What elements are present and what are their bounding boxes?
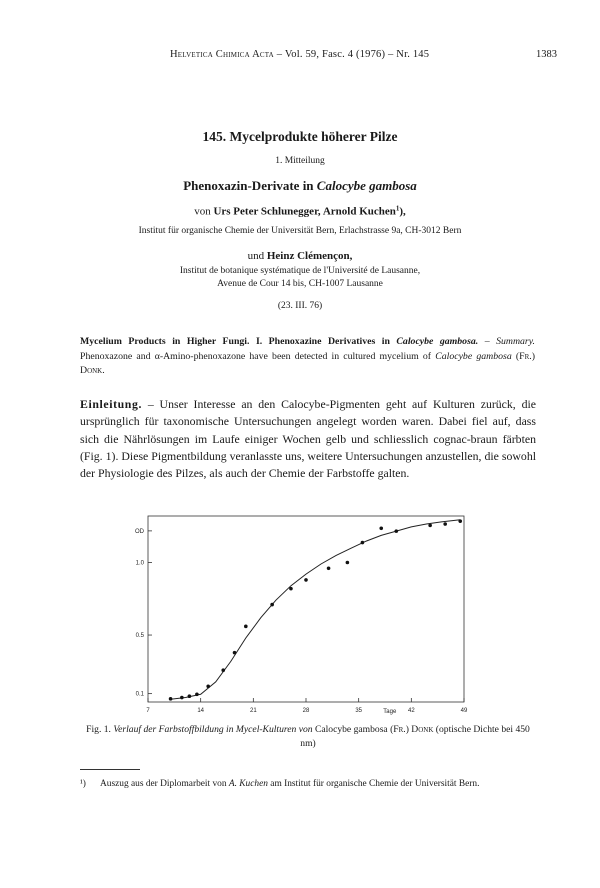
summary-period: . xyxy=(102,365,105,376)
caption-label: Fig. 1. xyxy=(86,724,111,735)
data-point xyxy=(327,567,331,571)
intro-text: – Unser Interesse an den Calocybe-Pigmenten geht auf Kulturen zurück, die ursprünglich für taxonomische Untersuchungen angelegt worden waren. Dabei fiel auf, dass sich die Nährlösungen im Laufe einiger Wochen gelb und schliesslich cognac-braun färbten (Fig. 1). Diese Pigmentbildung veranlasste uns, weitere Untersuchungen anzustellen, die sowohl der Physiologie des Pilzes, als auch der Chemie der Farbstoffe galten. xyxy=(80,397,536,481)
english-summary xyxy=(80,335,535,379)
data-point xyxy=(188,694,192,698)
y-tick-label: 0.5 xyxy=(135,633,144,640)
data-point xyxy=(346,561,350,565)
summary-paren-close: ) xyxy=(531,350,535,362)
data-point xyxy=(221,668,225,672)
data-point xyxy=(361,541,365,545)
journal-details: – Vol. 59, Fasc. 4 (1976) – Nr. 145 xyxy=(273,49,430,60)
caption-paren-close: ) xyxy=(405,724,412,735)
data-point xyxy=(304,578,308,582)
footnote-mark: ¹) xyxy=(80,779,86,789)
data-point xyxy=(379,526,383,530)
x-tick-label: 35 xyxy=(355,708,363,714)
footnote-name: A. Kuchen xyxy=(228,779,268,789)
x-tick-label: 14 xyxy=(197,708,205,714)
data-point xyxy=(289,587,293,591)
fit-curve xyxy=(171,520,461,700)
caption-species: Calocybe gambosa xyxy=(312,724,388,735)
x-tick-label: 42 xyxy=(407,708,415,714)
caption-paren-open: ( xyxy=(387,724,394,735)
od-time-chart xyxy=(118,512,470,718)
authors-prefix: von xyxy=(194,205,214,218)
institution-lausanne-line1: Institut de botanique systématique de l'Université de Lausanne, xyxy=(179,266,421,276)
summary-title: Mycelium Products in Higher Fungi. I. Phenoxazine Derivatives in xyxy=(80,336,397,347)
x-tick-label: 21 xyxy=(249,708,257,714)
authors-names: Urs Peter Schlunegger, Arnold Kuchen xyxy=(213,205,396,218)
summary-dash: – xyxy=(478,336,497,347)
caption-italic: Verlauf der Farbstoffbildung in Mycel-Kulturen von xyxy=(110,724,313,735)
data-point xyxy=(206,685,210,689)
journal-header xyxy=(170,49,429,60)
footnote-text-b: am Institut für organische Chemie der Universität Bern. xyxy=(267,779,480,789)
article-subtitle xyxy=(0,178,600,194)
x-tick-label: 28 xyxy=(302,708,310,714)
authors-suffix: ), xyxy=(399,205,406,218)
subtitle-lead: Phenoxazin-Derivate in xyxy=(183,178,317,193)
data-point xyxy=(428,524,432,528)
data-points xyxy=(169,519,462,700)
intro-heading: Einleitung. xyxy=(80,397,142,411)
data-point xyxy=(458,519,462,523)
authors2-prefix: und xyxy=(247,250,267,262)
summary-donk: Donk xyxy=(80,365,103,376)
data-point xyxy=(180,696,184,700)
page-number: 1383 xyxy=(536,49,557,60)
x-tick-label: 49 xyxy=(460,708,468,714)
article-part: 1. Mitteilung xyxy=(275,156,325,166)
caption-rest: (optische Dichte bei 450 nm) xyxy=(300,724,530,749)
caption-fr: Fr. xyxy=(393,724,406,735)
received-date: (23. III. 76) xyxy=(277,301,323,311)
institution-lausanne-line2: Avenue de Cour 14 bis, CH-1007 Lausanne xyxy=(217,279,383,289)
introduction-paragraph xyxy=(80,396,536,482)
x-axis-unit: Tage xyxy=(383,709,397,715)
footnote-text-a: Auszug aus der Diplomarbeit von xyxy=(100,779,229,789)
institution-bern: Institut für organische Chemie der Universität Bern, Erlachstrasse 9a, CH-3012 Bern xyxy=(138,226,462,236)
summary-paren-open: ( xyxy=(511,350,520,362)
figure-caption xyxy=(78,723,538,750)
x-tick-label: 7 xyxy=(146,708,150,714)
footnote-rule xyxy=(80,769,140,770)
data-point xyxy=(233,651,237,655)
y-tick-label: OD xyxy=(135,528,144,535)
data-point xyxy=(244,625,248,629)
authors2-names: Heinz Clémençon, xyxy=(266,250,353,262)
data-point xyxy=(169,697,173,701)
chart-axes xyxy=(148,516,464,702)
summary-label: Summary. xyxy=(496,336,535,347)
footnote xyxy=(80,778,536,792)
journal-name: Helvetica Chimica Acta xyxy=(170,49,274,60)
data-point xyxy=(443,522,447,526)
footnote-ref: 1 xyxy=(395,204,400,212)
caption-donk: Donk xyxy=(411,724,434,735)
plot-frame xyxy=(148,516,464,702)
running-header xyxy=(0,49,600,65)
summary-title-species: Calocybe gambosa. xyxy=(396,336,479,347)
article-title: 145. Mycelprodukte höherer Pilze xyxy=(202,129,398,144)
footnote-text xyxy=(100,778,536,792)
summary-text: Phenoxazone and α-Amino-phenoxazone have been detected in cultured mycelium of xyxy=(80,350,436,362)
authors-line xyxy=(0,204,600,218)
data-point xyxy=(270,603,274,607)
data-point xyxy=(195,692,199,696)
chart-ticks xyxy=(135,529,468,715)
summary-species: Calocybe gambosa xyxy=(435,350,512,362)
authors-line-2 xyxy=(0,250,600,262)
subtitle-species: Calocybe gambosa xyxy=(316,178,417,193)
y-tick-label: 0.1 xyxy=(135,691,144,698)
summary-fr: Fr. xyxy=(519,350,532,362)
data-point xyxy=(394,529,398,533)
y-tick-label: 1.0 xyxy=(135,560,144,567)
